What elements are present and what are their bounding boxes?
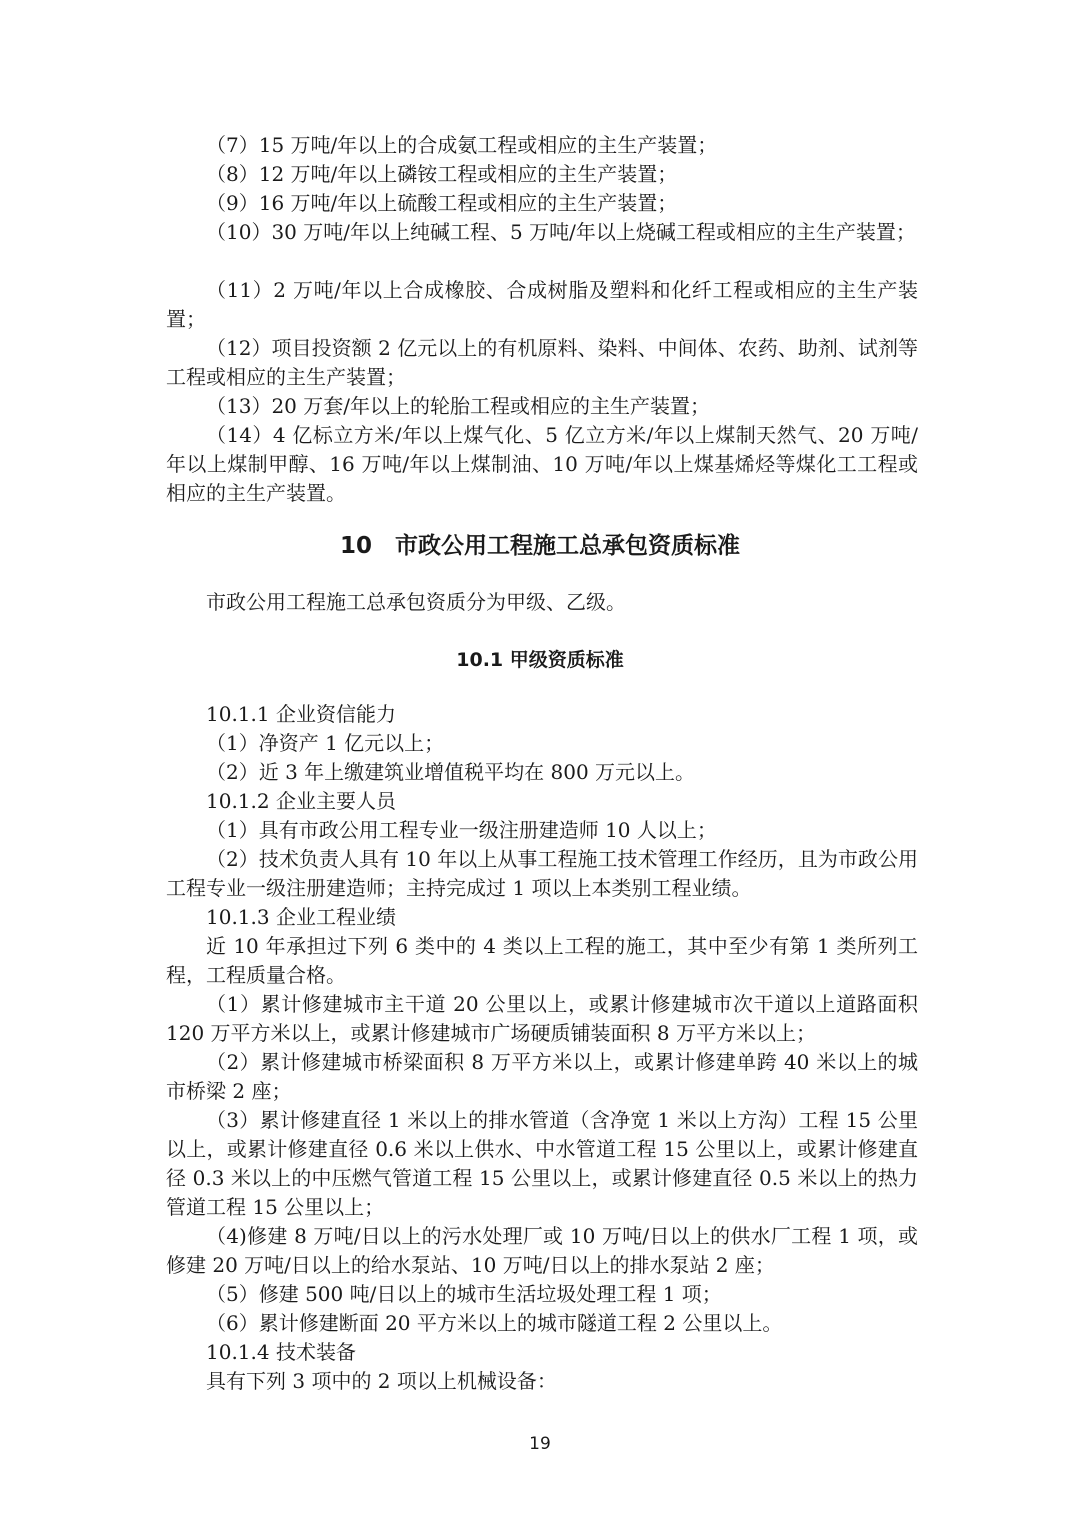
list-item: （11）2 万吨/年以上合成橡胶、合成树脂及塑料和化纤工程或相应的主生产装置；: [166, 278, 918, 331]
page-number: 19: [529, 1434, 551, 1454]
section-intro: 市政公用工程施工总承包资质分为甲级、乙级。: [206, 590, 626, 614]
clause-intro: 近 10 年承担过下列 6 类中的 4 类以上工程的施工，其中至少有第 1 类所列工程，工程质量合格。: [166, 934, 918, 987]
list-item: （3）累计修建直径 1 米以上的排水管道（含净宽 1 米以上方沟）工程 15 公里以上，或累计修建直径 0.6 米以上供水、中水管道工程 15 公里以上，或累计修建直径 0.3 米以上的中压燃气管道工程 15 公里以上，或累计修建直径 0.5 米以上的热力管道工程 15 公里以上；: [166, 1108, 918, 1219]
list-item: （4)修建 8 万吨/日以上的污水处理厂或 10 万吨/日以上的供水厂工程 1 项，或修建 20 万吨/日以上的给水泵站、10 万吨/日以上的排水泵站 2 座；: [166, 1224, 918, 1277]
section-heading: 10 市政公用工程施工总承包资质标准: [339, 533, 740, 559]
list-item: （6）累计修建断面 20 平方米以上的城市隧道工程 2 公里以上。: [206, 1311, 783, 1335]
list-item: （1）累计修建城市主干道 20 公里以上，或累计修建城市次干道以上道路面积 120 万平方米以上，或累计修建城市广场硬质铺装面积 8 万平方米以上；: [166, 992, 918, 1045]
list-item: （14）4 亿标立方米/年以上煤气化、5 亿立方米/年以上煤制天然气、20 万吨/年以上煤制甲醇、16 万吨/年以上煤制油、10 万吨/年以上煤基烯烃等煤化工工程或相应的主生产装置。: [166, 423, 918, 505]
list-item: （5）修建 500 吨/日以上的城市生活垃圾处理工程 1 项；: [206, 1282, 722, 1306]
list-item: （1）净资产 1 亿元以上；: [206, 731, 445, 755]
list-item: （2）累计修建城市桥梁面积 8 万平方米以上，或累计修建单跨 40 米以上的城市桥梁 2 座；: [166, 1050, 918, 1103]
clause-title: 10.1.4 技术装备: [206, 1340, 356, 1364]
list-item: （2）近 3 年上缴建筑业增值税平均在 800 万元以上。: [206, 760, 696, 784]
list-item: （2）技术负责人具有 10 年以上从事工程施工技术管理工作经历，且为市政公用工程专业一级注册建造师；主持完成过 1 项以上本类别工程业绩。: [166, 847, 918, 900]
list-item: （7）15 万吨/年以上的合成氨工程或相应的主生产装置；: [206, 133, 718, 157]
list-item: （10）30 万吨/年以上纯碱工程、5 万吨/年以上烧碱工程或相应的主生产装置；: [206, 220, 916, 244]
list-item: （1）具有市政公用工程专业一级注册建造师 10 人以上；: [206, 818, 717, 842]
clause-intro: 具有下列 3 项中的 2 项以上机械设备：: [206, 1369, 557, 1393]
list-item: （8）12 万吨/年以上磷铵工程或相应的主生产装置；: [206, 162, 678, 186]
clause-title: 10.1.1 企业资信能力: [206, 702, 396, 726]
subsection-heading: 10.1 甲级资质标准: [456, 649, 624, 671]
clause-title: 10.1.2 企业主要人员: [206, 789, 396, 813]
clause-title: 10.1.3 企业工程业绩: [206, 905, 396, 929]
list-item: （9）16 万吨/年以上硫酸工程或相应的主生产装置；: [206, 191, 678, 215]
list-item: （13）20 万套/年以上的轮胎工程或相应的主生产装置；: [206, 394, 710, 418]
list-item: （12）项目投资额 2 亿元以上的有机原料、染料、中间体、农药、助剂、试剂等工程或相应的主生产装置；: [166, 336, 918, 389]
